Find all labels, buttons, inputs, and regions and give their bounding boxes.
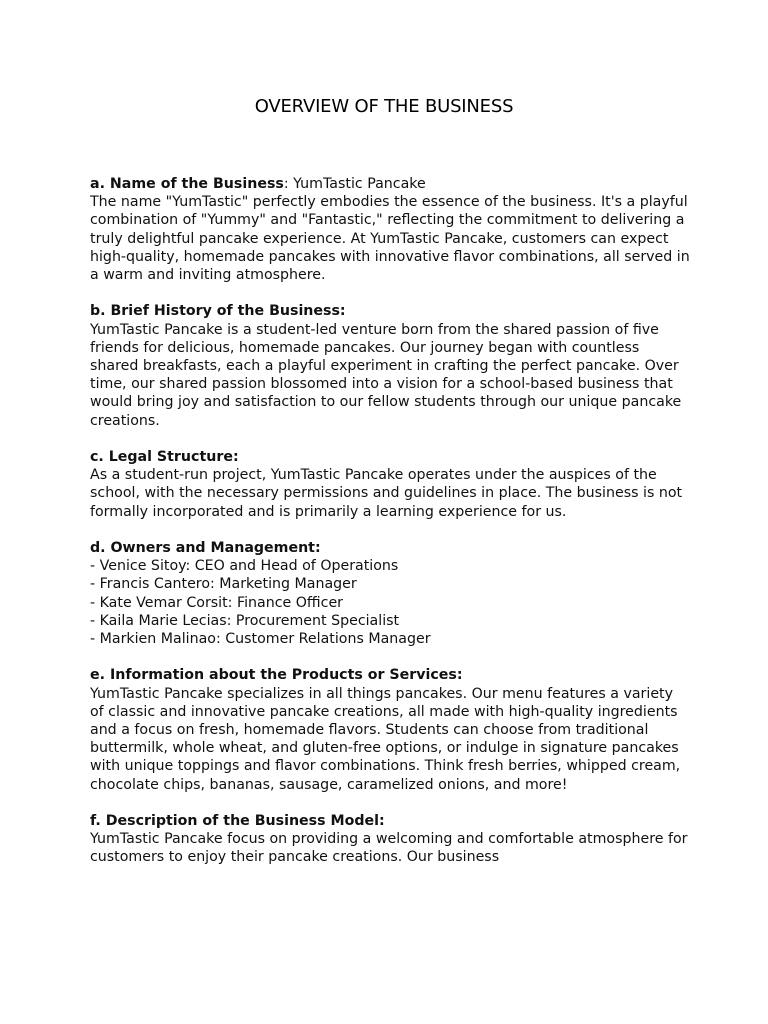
list-item: - Venice Sitoy: CEO and Head of Operations bbox=[90, 558, 399, 575]
section-heading-line bbox=[90, 175, 690, 193]
section-heading: c. Legal Structure: bbox=[90, 449, 239, 466]
section-text: YumTastic Pancake focus on providing a welcoming and comfortable atmosphere for customers to enjoy their pancake creations. Our business bbox=[90, 831, 688, 866]
section-text: The name "YumTastic" perfectly embodies the essence of the business. It's a playful combination of "Yummy" and "Fantastic," reflecting the commitment to delivering a truly delightful pancake experience. At YumTastic Pancake, customers can expect high-quality, homemade pancakes with innovative flavor combinations, all served in a warm and inviting atmosphere. bbox=[90, 194, 690, 284]
document-body bbox=[90, 175, 690, 885]
section-name-of-business bbox=[90, 175, 690, 284]
section-heading: b. Brief History of the Business: bbox=[90, 303, 346, 320]
list-item: - Kaila Marie Lecias: Procurement Specialist bbox=[90, 612, 400, 629]
list-item: - Kate Vemar Corsit: Finance Officer bbox=[90, 594, 344, 611]
section-heading: f. Description of the Business Model: bbox=[90, 813, 385, 830]
section-heading: e. Information about the Products or Services: bbox=[90, 667, 463, 684]
section-brief-history bbox=[90, 302, 690, 429]
document-title: OVERVIEW OF THE BUSINESS bbox=[254, 96, 514, 117]
section-text: As a student-run project, YumTastic Pancake operates under the auspices of the school, with the necessary permissions and guidelines in place. The business is not formally incorporated and is primarily a learning experience for us. bbox=[90, 467, 683, 520]
section-legal-structure bbox=[90, 448, 690, 521]
section-heading: a. Name of the Business bbox=[90, 176, 284, 192]
section-heading: d. Owners and Management: bbox=[90, 540, 321, 557]
list-item: - Markien Malinao: Customer Relations Manager bbox=[90, 631, 431, 648]
section-owners-management bbox=[90, 539, 690, 648]
business-name-value: : YumTastic Pancake bbox=[283, 176, 426, 192]
owners-list bbox=[90, 557, 690, 648]
section-text: YumTastic Pancake specializes in all things pancakes. Our menu features a variety of classic and innovative pancake creations, all made with high-quality ingredients and a focus on fresh, homemade flavors. Students can choose from traditional buttermilk, whole wheat, and gluten-free options, or indulge in signature pancakes with unique toppings and flavor combinations. Think fresh berries, whipped cream, chocolate chips, bananas, sausage, caramelized onions, and more! bbox=[90, 685, 681, 793]
section-business-model bbox=[90, 812, 690, 867]
section-text: YumTastic Pancake is a student-led venture born from the shared passion of five friends for delicious, homemade pancakes. Our journey began with countless shared breakfasts, each a playful experiment in crafting the perfect pancake. Over time, our shared passion blossomed into a vision for a school-based business that would bring joy and satisfaction to our fellow students through our unique pancake creations. bbox=[90, 321, 682, 429]
section-products-services bbox=[90, 666, 690, 793]
list-item: - Francis Cantero: Marketing Manager bbox=[90, 576, 357, 593]
